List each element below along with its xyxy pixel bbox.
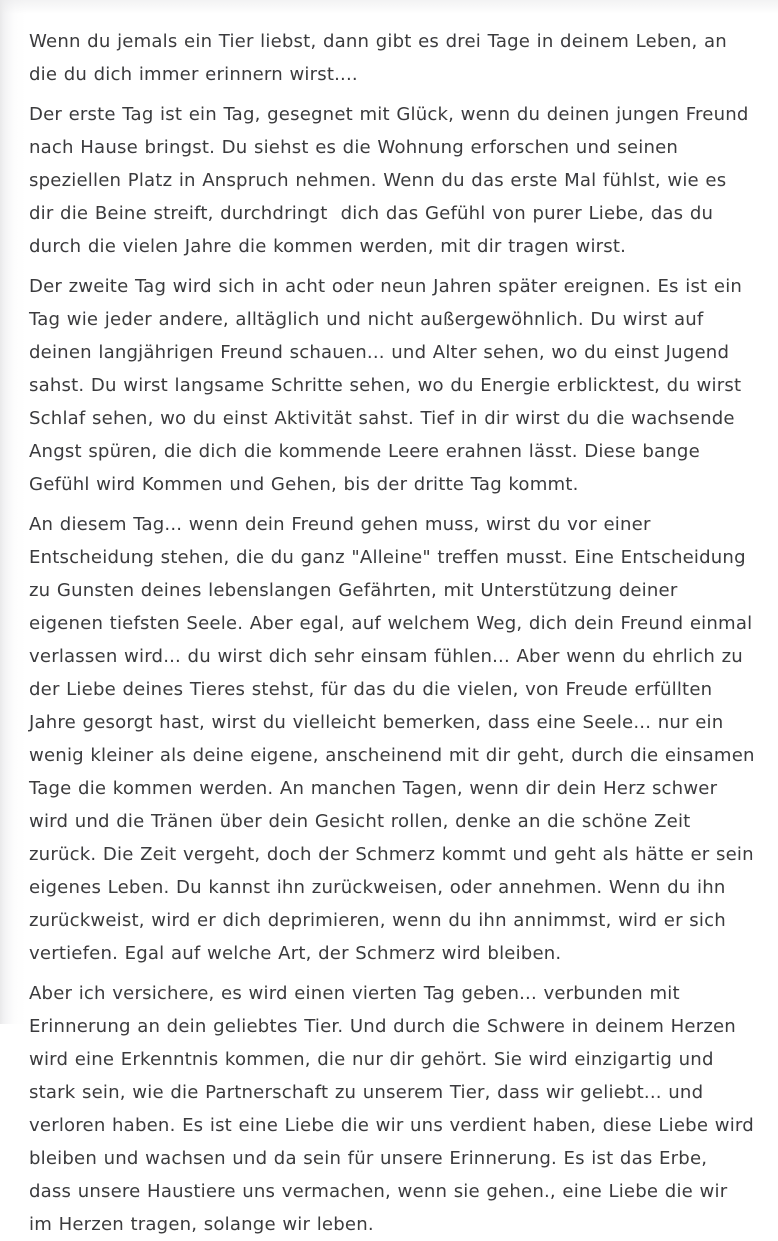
- paragraph: Der erste Tag ist ein Tag, gesegnet mit Glück, wenn du deinen jungen Freund nach Hause bringst. Du siehst es die Wohnung erforschen und seinen speziellen Platz in Anspruch nehmen. Wenn du das erste Mal fühlst, wie es dir die Beine streift, durchdringt dich das Gefühl von purer Liebe, das du durch die vielen Jahre die kommen werden, mit dir tragen wirst.: [29, 104, 756, 257]
- paragraph: Der zweite Tag wird sich in acht oder neun Jahren später ereignen. Es ist ein Tag wie jeder andere, alltäglich und nicht außergewöhnlich. Du wirst auf deinen langjährigen Freund schauen... und Alter sehen, wo du einst Jugend sahst. Du wirst langsame Schritte sehen, wo du Energie erblicktest, du wirst Schlaf sehen, wo du einst Aktivität sahst. Tief in dir wirst du die wachsende Angst spüren, die dich die kommende Leere erahnen lässt. Diese bange Gefühl wird Kommen und Gehen, bis der dritte Tag kommt.: [29, 276, 749, 495]
- document-body: [29, 25, 762, 1241]
- paragraph: Aber ich versichere, es wird einen vierten Tag geben... verbunden mit Erinnerung an dein geliebtes Tier. Und durch die Schwere in deinem Herzen wird eine Erkenntnis kommen, die nur dir gehört. Sie wird einzigartig und stark sein, wie die Partnerschaft zu unserem Tier, dass wir geliebt... und verloren haben. Es ist eine Liebe die wir uns verdient haben, diese Liebe wird bleiben und wachsen und da sein für unsere Erinnerung. Es ist das Erbe, dass unsere Haustiere uns vermachen, wenn sie gehen., eine Liebe die wir im Herzen tragen, solange wir leben.: [29, 983, 761, 1235]
- paragraph: An diesem Tag... wenn dein Freund gehen muss, wirst du vor einer Entscheidung stehen, die du ganz "Alleine" treffen musst. Eine Entscheidung zu Gunsten deines lebenslangen Gefährten, mit Unterstützung deiner eigenen tiefsten Seele. Aber egal, auf welchem Weg, dich dein Freund einmal verlassen wird... du wirst dich sehr einsam fühlen... Aber wenn du ehrlich zu der Liebe deines Tieres stehst, für das du die vielen, von Freude erfüllten Jahre gesorgt hast, wirst du vielleicht bemerken, dass eine Seele... nur ein wenig kleiner als deine eigene, anscheinend mit dir geht, durch die einsamen Tage die kommen werden. An manchen Tagen, wenn dir dein Herz schwer wird und die Tränen über dein Gesicht rollen, denke an die schöne Zeit zurück. Die Zeit vergeht, doch der Schmerz kommt und geht als hätte er sein eigenes Leben. Du kannst ihn zurückweisen, oder annehmen. Wenn du ihn zurückweist, wird er dich deprimieren, wenn du ihn annimmst, wird er sich vertiefen. Egal auf welche Art, der Schmerz wird bleiben.: [29, 514, 762, 964]
- paragraph: Wenn du jemals ein Tier liebst, dann gibt es drei Tage in deinem Leben, an die du dich immer erinnern wirst....: [29, 31, 734, 85]
